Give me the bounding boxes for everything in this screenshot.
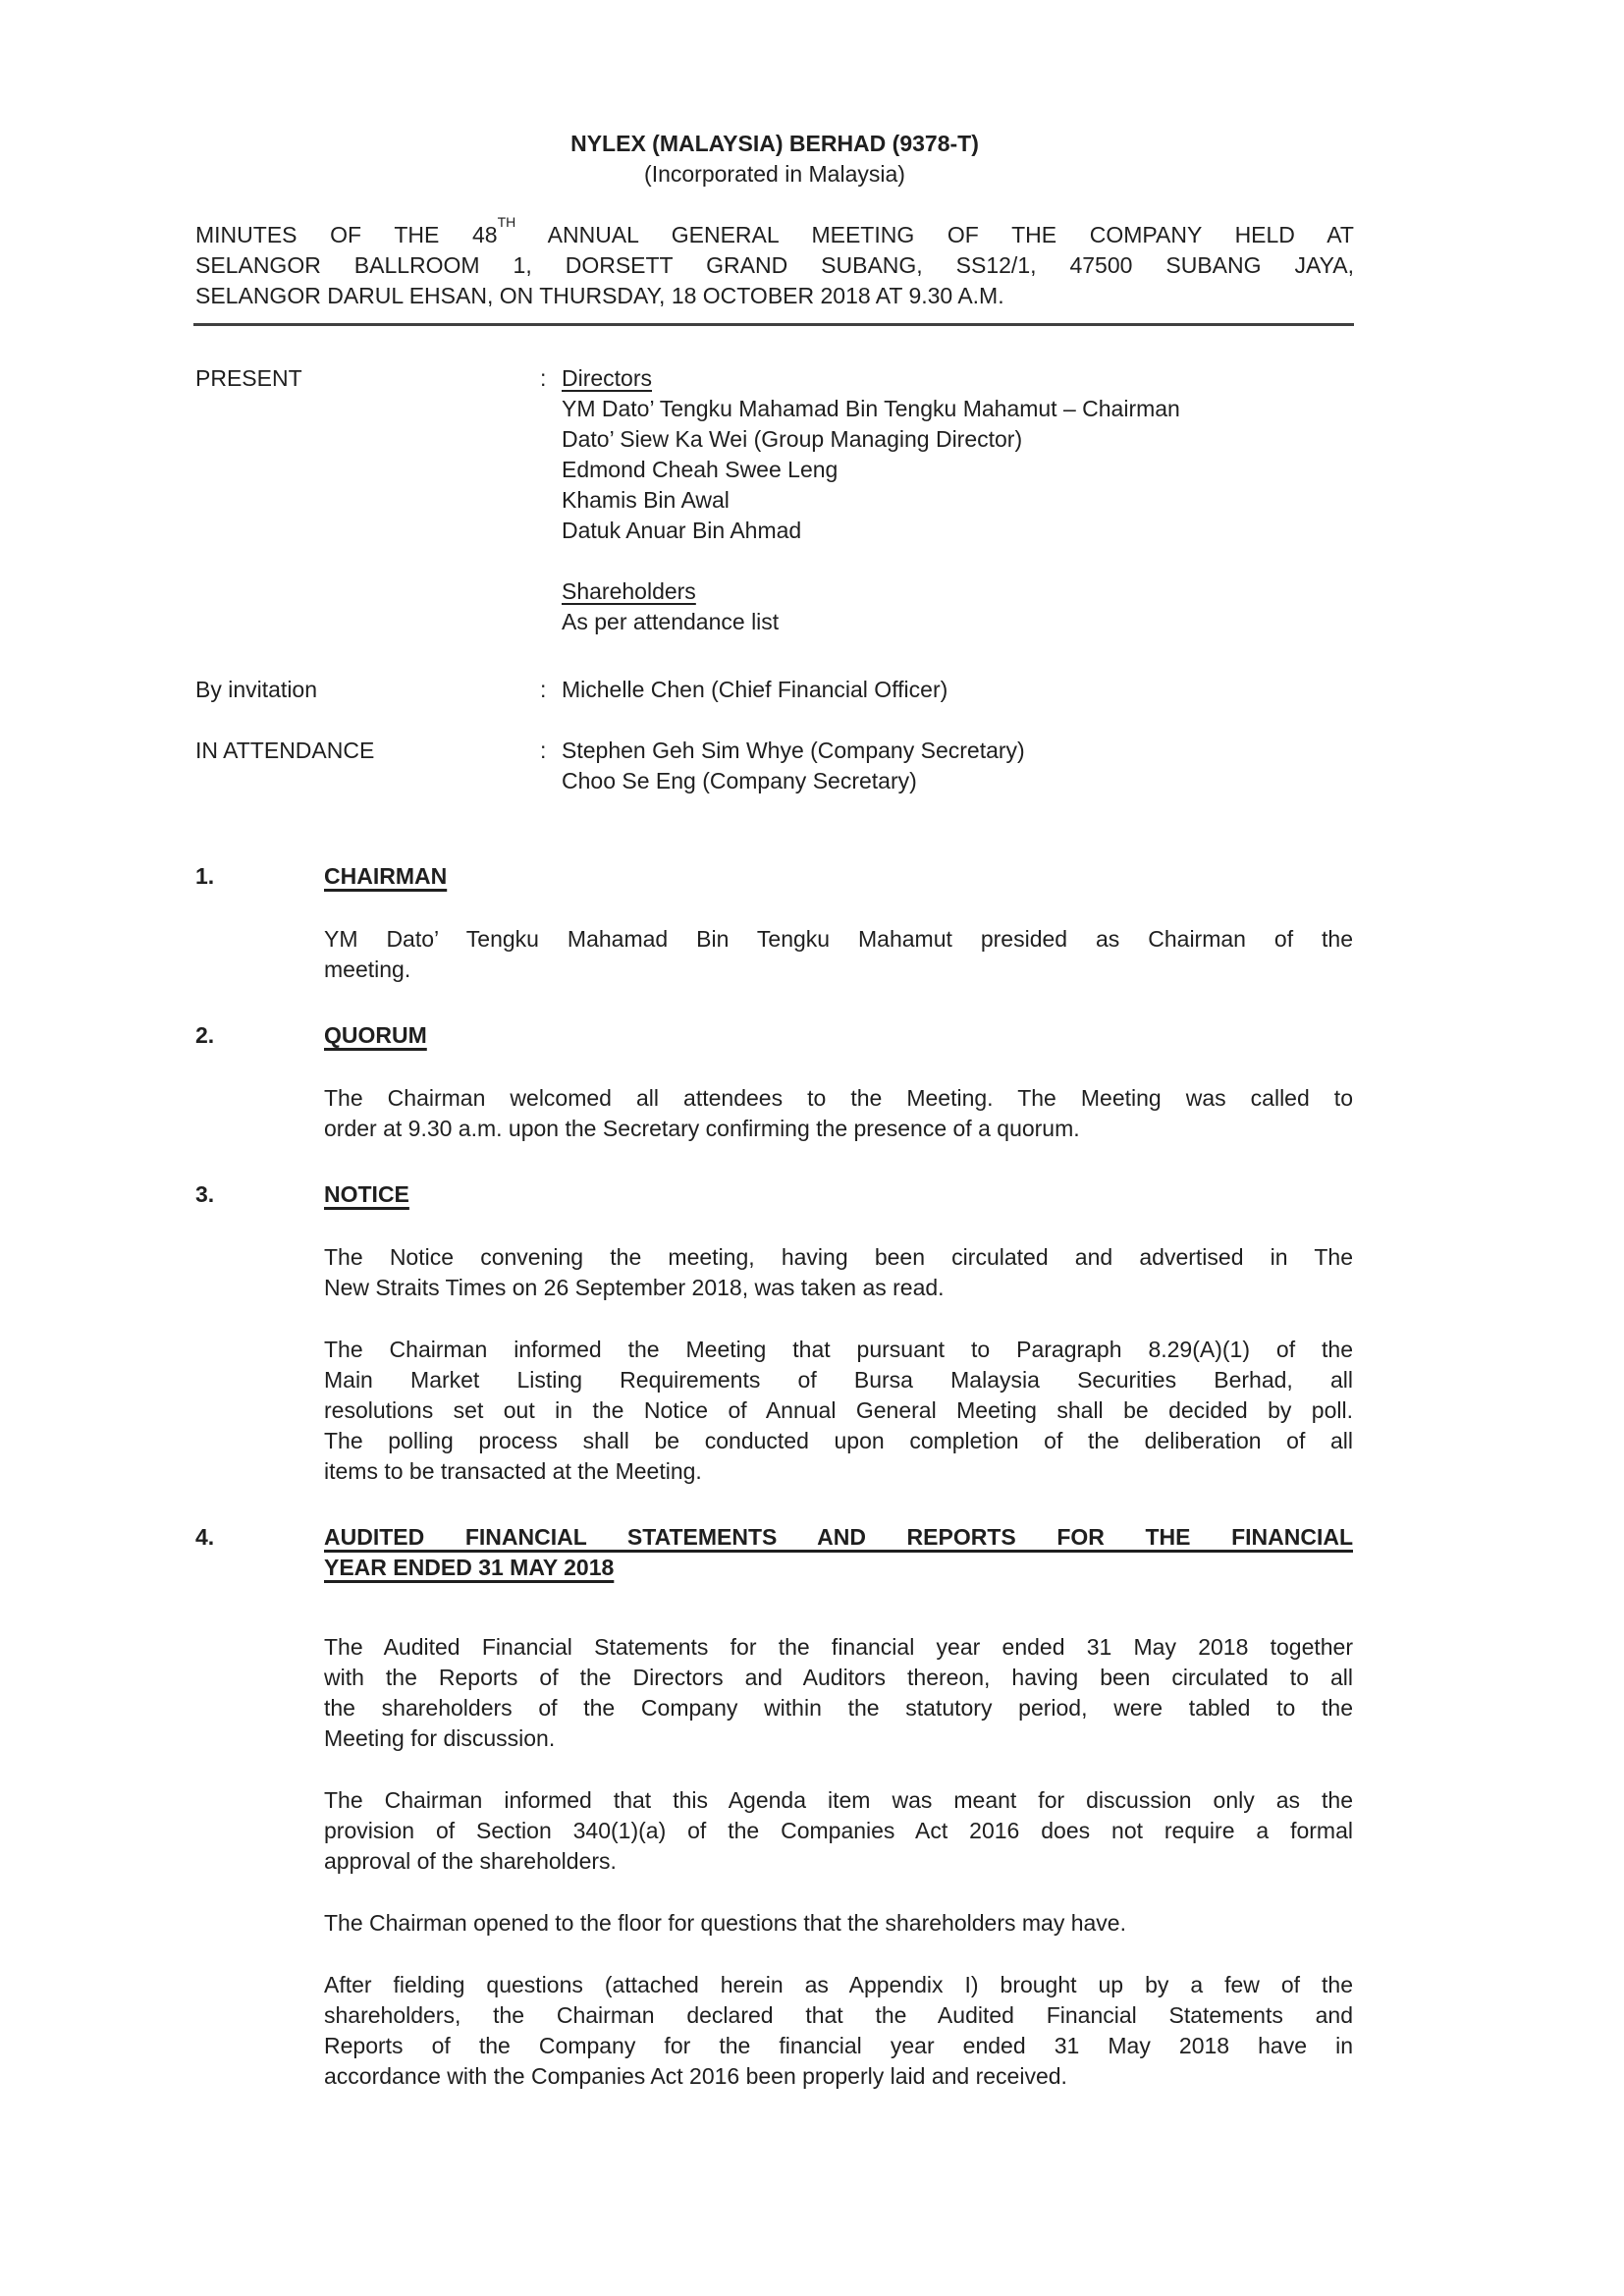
text-line: Main Market Listing Requirements of Bursa Malaysia Securities Berhad, all — [324, 1367, 1353, 1393]
text-line: The Chairman welcomed all attendees to the Meeting. The Meeting was called to — [324, 1085, 1353, 1111]
section-number: 2. — [195, 1022, 215, 1048]
text-line: The Chairman opened to the floor for questions that the shareholders may have. — [324, 1910, 1126, 1936]
attendance-value — [562, 675, 1354, 705]
text-line: Edmond Cheah Swee Leng — [562, 457, 839, 482]
meeting-intro-paragraph — [195, 214, 1354, 311]
section-heading — [324, 1522, 1353, 1583]
colon-separator: : — [540, 738, 547, 763]
section-heading — [324, 1020, 1353, 1051]
document-header — [195, 0, 1354, 190]
attendance-group — [562, 736, 1354, 796]
section-body — [324, 1522, 1353, 2092]
paragraph — [324, 1242, 1353, 1303]
paragraph — [324, 1083, 1353, 1144]
attendance-group — [562, 675, 1354, 705]
text-line: Michelle Chen (Chief Financial Officer) — [562, 677, 948, 702]
text-line: YM Dato’ Tengku Mahamad Bin Tengku Mahamut – Chairman — [562, 396, 1180, 421]
attendance-label: By invitation — [195, 677, 318, 702]
ordinal-suffix: TH — [497, 214, 516, 231]
text-line: the shareholders of the Company within the statutory period, were tabled to the — [324, 1695, 1353, 1721]
paragraph — [324, 1970, 1353, 2092]
text-line: The polling process shall be conducted upon completion of the deliberation of all — [324, 1428, 1353, 1453]
text-line: The Notice convening the meeting, having been circulated and advertised in The — [324, 1244, 1353, 1270]
attendance-label: PRESENT — [195, 365, 302, 391]
text-line: SELANGOR BALLROOM 1, DORSETT GRAND SUBANG, SS12/1, 47500 SUBANG JAYA, — [195, 252, 1354, 278]
text-line: Meeting for discussion. — [324, 1725, 556, 1751]
section-number: 1. — [195, 863, 215, 889]
section-heading-line: AUDITED FINANCIAL STATEMENTS AND REPORTS FOR THE FINANCIAL — [324, 1524, 1353, 1550]
section-number: 3. — [195, 1181, 215, 1207]
section-body — [324, 1020, 1353, 1144]
attendance-row — [195, 675, 1354, 705]
section-heading-line: CHAIRMAN — [324, 863, 448, 889]
text-line: As per attendance list — [562, 609, 780, 634]
text-line: The Chairman informed the Meeting that pursuant to Paragraph 8.29(A)(1) of the — [324, 1337, 1353, 1362]
attendance-row — [195, 363, 1354, 637]
section-number: 4. — [195, 1524, 215, 1550]
paragraph — [324, 1335, 1353, 1487]
text-line: items to be transacted at the Meeting. — [324, 1458, 702, 1484]
text-line: After fielding questions (attached herein as Appendix I) brought up by a few of the — [324, 1972, 1353, 1997]
text-line: Choo Se Eng (Company Secretary) — [562, 768, 917, 793]
text-line: New Straits Times on 26 September 2018, was taken as read. — [324, 1275, 945, 1300]
text-line: approval of the shareholders. — [324, 1848, 617, 1874]
section-heading — [324, 1179, 1353, 1210]
text-line: YM Dato’ Tengku Mahamad Bin Tengku Mahamut presided as Chairman of the — [324, 926, 1353, 952]
attendance-group-heading: Directors — [562, 365, 653, 391]
colon-separator: : — [540, 365, 547, 391]
colon-separator: : — [540, 677, 547, 702]
minutes-section — [195, 861, 1354, 985]
attendance-value — [562, 363, 1354, 637]
section-body — [324, 1179, 1353, 1487]
text-line: The Audited Financial Statements for the financial year ended 31 May 2018 together — [324, 1634, 1353, 1660]
attendance-group-heading: Shareholders — [562, 578, 696, 604]
attendance-label: IN ATTENDANCE — [195, 738, 375, 763]
attendance-row — [195, 736, 1354, 796]
attendance-value — [562, 736, 1354, 796]
text-line: Reports of the Company for the financial year ended 31 May 2018 have in — [324, 2033, 1353, 2058]
attendance-group — [562, 363, 1354, 546]
horizontal-rule — [193, 323, 1354, 326]
attendance-block — [195, 363, 1354, 796]
text-line: meeting. — [324, 957, 411, 982]
section-body — [324, 861, 1353, 985]
section-heading — [324, 861, 1353, 892]
minutes-sections — [195, 861, 1354, 2092]
paragraph — [324, 924, 1353, 985]
document-content — [195, 0, 1354, 2127]
text-line: Stephen Geh Sim Whye (Company Secretary) — [562, 738, 1025, 763]
text-line: Dato’ Siew Ka Wei (Group Managing Director) — [562, 426, 1023, 452]
paragraph — [324, 1785, 1353, 1877]
text-line: accordance with the Companies Act 2016 been properly laid and received. — [324, 2063, 1067, 2089]
text-line: resolutions set out in the Notice of Annual General Meeting shall be decided by poll. — [324, 1397, 1353, 1423]
text-line: with the Reports of the Directors and Auditors thereon, having been circulated to all — [324, 1665, 1353, 1690]
text-line: SELANGOR DARUL EHSAN, ON THURSDAY, 18 OCTOBER 2018 AT 9.30 A.M. — [195, 283, 1004, 308]
section-heading-line: QUORUM — [324, 1022, 427, 1048]
paragraph — [324, 1632, 1353, 1754]
minutes-section — [195, 1179, 1354, 1487]
attendance-group — [562, 576, 1354, 637]
minutes-section — [195, 1020, 1354, 1144]
paragraph — [324, 1908, 1353, 1939]
text-line: Datuk Anuar Bin Ahmad — [562, 518, 802, 543]
text-line: shareholders, the Chairman declared that the Audited Financial Statements and — [324, 2002, 1353, 2028]
text-line: provision of Section 340(1)(a) of the Companies Act 2016 does not require a formal — [324, 1818, 1353, 1843]
text-line: order at 9.30 a.m. upon the Secretary confirming the presence of a quorum. — [324, 1116, 1080, 1141]
document-subtitle: (Incorporated in Malaysia) — [644, 161, 905, 187]
document-title: NYLEX (MALAYSIA) BERHAD (9378-T) — [570, 131, 979, 156]
minutes-section — [195, 1522, 1354, 2092]
section-heading-line: NOTICE — [324, 1181, 409, 1207]
text-line: The Chairman informed that this Agenda item was meant for discussion only as the — [324, 1787, 1353, 1813]
text-line: Khamis Bin Awal — [562, 487, 730, 513]
text-line: MINUTES OF THE 48TH ANNUAL GENERAL MEETING OF THE COMPANY HELD AT — [195, 214, 1354, 247]
section-heading-line: YEAR ENDED 31 MAY 2018 — [324, 1555, 615, 1580]
